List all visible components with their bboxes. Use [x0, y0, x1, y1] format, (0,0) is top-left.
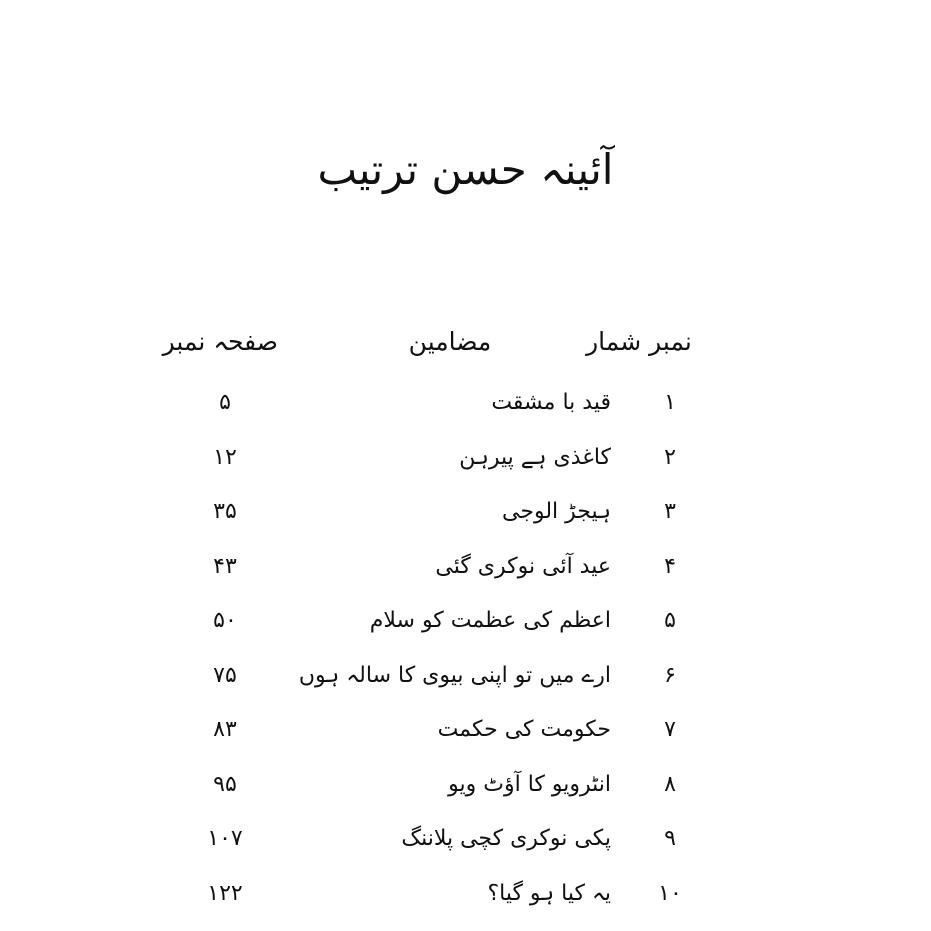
- toc-row: [0, 703, 931, 758]
- toc-subject: ارے میں تو اپنی بیوی کا سالہ ہوں: [298, 662, 611, 688]
- toc-subject: حکومت کی حکمت: [437, 717, 611, 742]
- toc-subject: پکی نوکری کچی پلاننگ: [401, 826, 611, 851]
- toc-page-number: ۵۰: [213, 608, 237, 633]
- toc-subject: اعظم کی عظمت کو سلام: [369, 608, 611, 633]
- toc-row: [0, 867, 931, 922]
- toc-page-number: ۳۵: [213, 499, 237, 524]
- toc-row: [0, 649, 931, 704]
- toc-serial: ۳: [664, 499, 676, 524]
- page-title: آئینہ حسن ترتیب: [317, 145, 614, 194]
- toc-subject: کاغذی ہے پیرہن: [459, 444, 611, 470]
- toc-row: [0, 431, 931, 486]
- toc-subject: انٹرویو کا آؤٹ ویو: [448, 771, 611, 797]
- subject-column-header: مضامین: [408, 327, 492, 356]
- toc-subject: عید آئی نوکری گئی: [435, 553, 611, 579]
- toc-row: [0, 376, 931, 431]
- toc-serial: ۲: [664, 444, 676, 470]
- toc-subject: قید با مشقت: [491, 390, 611, 415]
- toc-serial: ۴: [664, 553, 676, 579]
- toc-serial: ۸: [664, 771, 676, 797]
- toc-page-number: ۵: [219, 390, 231, 415]
- toc-serial: ۱۰: [658, 880, 682, 906]
- serial-column-header: نمبر شمار: [586, 327, 692, 356]
- toc-page-number: ۸۳: [213, 717, 237, 742]
- toc-page-number: ۹۵: [213, 771, 237, 797]
- table-of-contents: [0, 376, 931, 921]
- toc-serial: ۹: [664, 826, 676, 851]
- toc-serial: ۵: [664, 608, 676, 633]
- toc-page-number: ۱۲: [213, 444, 237, 470]
- toc-page-number: ۱۲۲: [207, 880, 243, 906]
- toc-serial: ۶: [664, 662, 676, 688]
- toc-serial: ۱: [664, 390, 676, 415]
- toc-row: [0, 540, 931, 595]
- page-column-header: صفحہ نمبر: [162, 327, 278, 356]
- toc-page-number: ۱۰۷: [207, 826, 243, 851]
- toc-row: [0, 594, 931, 649]
- toc-row: [0, 758, 931, 813]
- toc-page-number: ۷۵: [213, 662, 237, 688]
- toc-row: [0, 812, 931, 867]
- toc-subject: ہیجڑ الوجی: [502, 499, 611, 524]
- toc-serial: ۷: [664, 717, 676, 742]
- toc-subject: یہ کیا ہو گیا؟: [487, 880, 611, 906]
- toc-row: [0, 485, 931, 540]
- toc-page-number: ۴۳: [213, 553, 237, 579]
